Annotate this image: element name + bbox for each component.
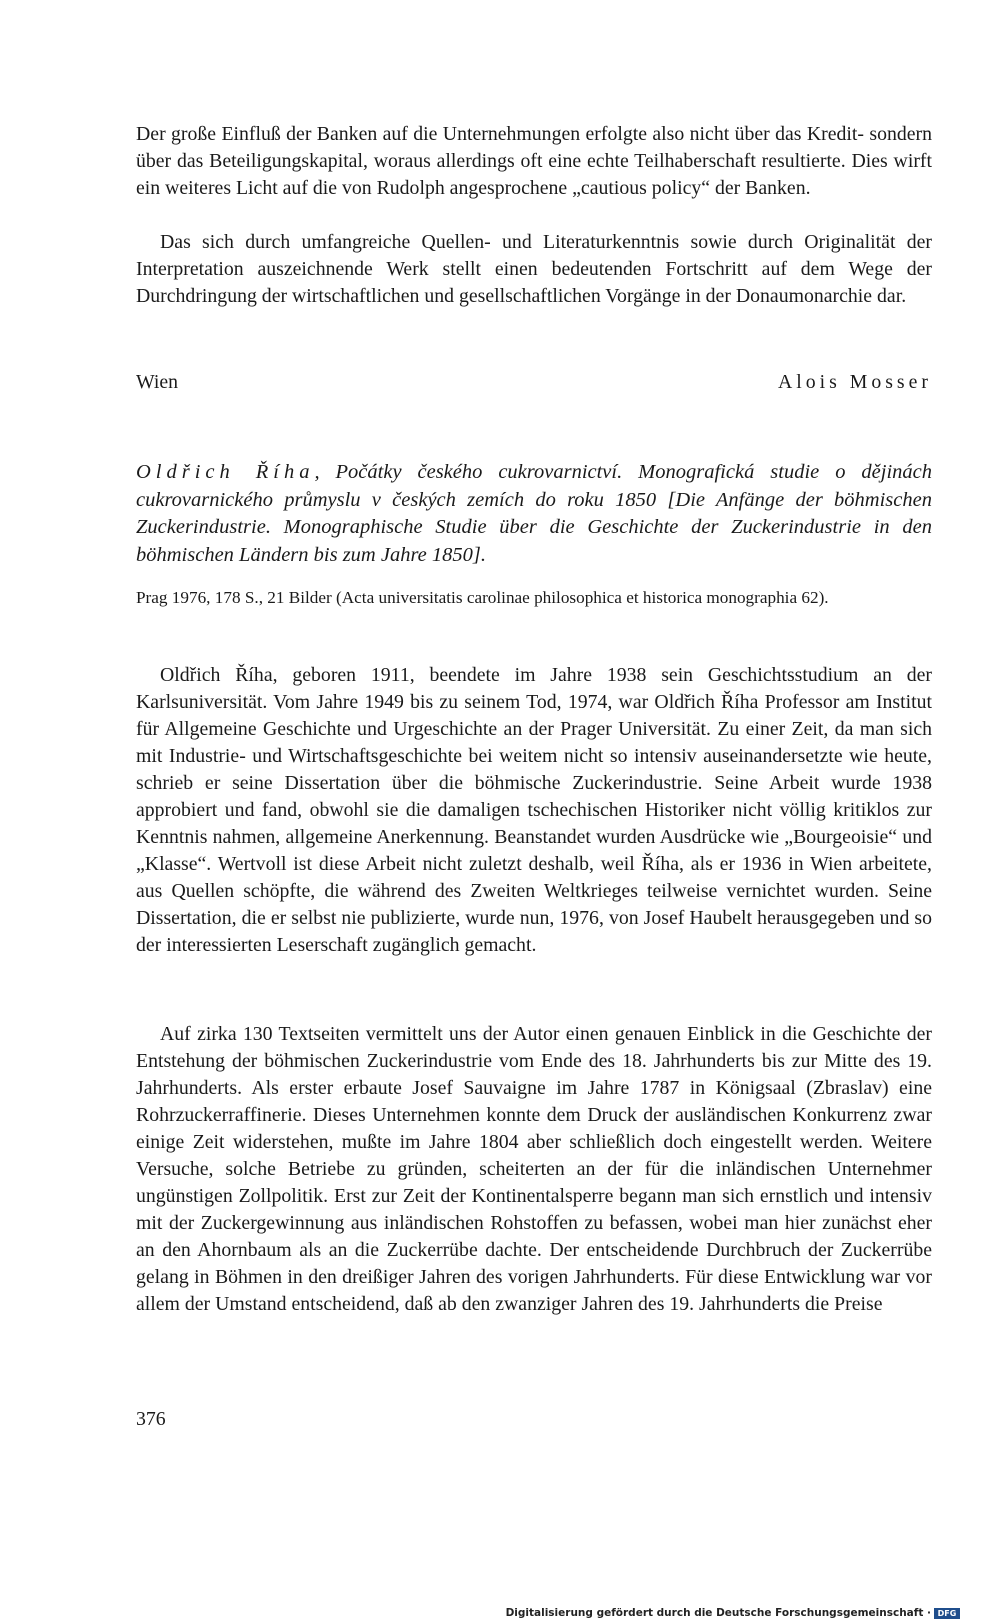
review1-signature [136,371,932,399]
page-number: 376 [136,1408,166,1430]
footer-credit [506,1607,960,1619]
review2-bibliographic-heading [136,459,932,569]
review1-paragraph-1: Der große Einfluß der Banken auf die Unternehmungen erfolgte also nicht über das Kredit- sondern über das Beteiligungskapital, woraus allerdings oft eine echte Teilhaberschaft resultierte. Dies wirft ein weiteres Licht auf die von Rudolph angesprochene „cautious policy“ der Banken. [136,123,932,199]
review2-book-author: Oldřich Říha [136,461,315,483]
review2-paragraph-2: Auf zirka 130 Textseiten vermittelt uns der Autor einen genauen Einblick in die Geschichte der Entstehung der böhmischen Zuckerindustrie vom Ende des 18. Jahrhunderts bis zur Mitte des 19. Jahrhunderts. Als erster erbaute Josef Sauvaigne im Jahre 1787 in Königsaal (Zbraslav) eine Rohrzuckerraffinerie. Dieses Unternehmen konnte dem Druck der ausländischen Konkurrenz zwar einige Zeit widerstehen, mußte im Jahre 1804 aber schließlich doch eingestellt werden. Weitere Versuche, solche Betriebe zu gründen, scheiterten an der für die inländischen Unternehmer ungünstigen Zollpolitik. Erst zur Zeit der Kontinentalsperre begann man sich ernstlich und intensiv mit der Zuckergewinnung aus inländischen Rohstoffen zu befassen, wobei man hier zunächst eher an den Ahornbaum als an die Zuckerrübe dachte. Der entscheidende Durchbruch der Zuckerrübe gelang in Böhmen in den dreißiger Jahren des vorigen Jahrhunderts. Für diese Entwicklung war vor allem der Umstand entscheidend, daß ab den zwanziger Jahren des 19. Jahrhunderts die Preise [136,1023,932,1315]
review2-book-title: , Počátky českého cukrovarnictví. Monografická studie o dějinách cukrovarnického průmyslu v českých zemích do roku 1850 [Die Anfänge der böhmischen Zuckerindustrie. Monographische Studie über die Geschichte der Zuckerindustrie in den böhmischen Ländern bis zum Jahre 1850]. [136,461,932,566]
review1-paragraph-2: Das sich durch umfangreiche Quellen- und Literaturkenntnis sowie durch Originalität der Interpretation auszeichnende Werk stellt einen bedeutenden Fortschritt auf dem Wege der Durchdringung der wirtschaftlichen und gesellschaftlichen Vorgänge in der Donaumonarchie dar. [136,231,932,307]
signature-place: Wien [136,371,179,393]
dfg-logo: DFG [934,1608,960,1619]
signature-author: Alois Mosser [777,371,932,393]
review2-publication-info: Prag 1976, 178 S., 21 Bilder (Acta universitatis carolinae philosophica et historica monographia 62). [136,588,829,607]
footer-credit-text: Digitalisierung gefördert durch die Deutsche Forschungsgemeinschaft · [505,1607,931,1619]
review2-paragraph-1: Oldřich Říha, geboren 1911, beendete im Jahre 1938 sein Geschichtsstudium an der Karlsuniversität. Vom Jahre 1949 bis zu seinem Tod, 1974, war Oldřich Říha Professor am Institut für Allgemeine Geschichte und Urgeschichte an der Prager Universität. Zu einer Zeit, da man sich mit Industrie- und Wirtschaftsgeschichte bei weitem nicht so intensiv auseinandersetzte wie heute, schrieb er seine Dissertation über die böhmische Zuckerindustrie. Seine Arbeit wurde 1938 approbiert und fand, obwohl sie die damaligen tschechischen Historiker nicht völlig kritiklos zur Kenntnis nahmen, allgemeine Anerkennung. Beanstandet wurden Ausdrücke wie „Bourgeoisie“ und „Klasse“. Wertvoll ist diese Arbeit nicht zuletzt deshalb, weil Říha, als er 1936 in Wien arbeitete, aus Quellen schöpfte, die während des Zweiten Weltkrieges teilweise vernichtet wurden. Seine Dissertation, die er selbst nie publizierte, wurde nun, 1976, von Josef Haubelt herausgegeben und so der interessierten Leserschaft zugänglich gemacht. [136,664,932,956]
